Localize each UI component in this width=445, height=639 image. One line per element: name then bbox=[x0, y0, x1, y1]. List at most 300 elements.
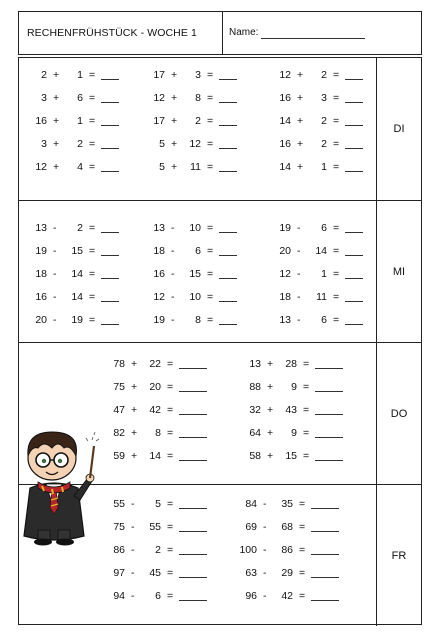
operand-a: 16 bbox=[35, 115, 47, 127]
operator: - bbox=[297, 291, 301, 303]
operator: - bbox=[131, 544, 135, 556]
equals-sign: = bbox=[333, 291, 340, 303]
answer-blank[interactable] bbox=[345, 301, 363, 302]
equals-sign: = bbox=[89, 291, 96, 303]
operand-a: 14 bbox=[279, 161, 291, 173]
answer-blank[interactable] bbox=[179, 600, 207, 601]
operand-b: 42 bbox=[149, 404, 161, 416]
operand-b: 1 bbox=[77, 115, 83, 127]
operator: + bbox=[267, 404, 274, 416]
operand-a: 16 bbox=[153, 268, 165, 280]
math-problem bbox=[31, 137, 131, 151]
operator: - bbox=[53, 222, 57, 234]
math-problem bbox=[109, 357, 209, 371]
operator: - bbox=[263, 521, 267, 533]
equals-sign: = bbox=[167, 404, 174, 416]
math-problem bbox=[241, 589, 341, 603]
answer-blank[interactable] bbox=[219, 324, 237, 325]
equals-sign: = bbox=[89, 161, 96, 173]
equals-sign: = bbox=[89, 92, 96, 104]
equals-sign: = bbox=[167, 450, 174, 462]
equals-sign: = bbox=[303, 427, 310, 439]
operand-b: 2 bbox=[321, 69, 327, 81]
operator: + bbox=[297, 69, 304, 81]
operator: + bbox=[171, 138, 178, 150]
worksheet-title: RECHENFRÜHSTÜCK - WOCHE 1 bbox=[27, 27, 197, 39]
operator: + bbox=[297, 138, 304, 150]
answer-blank[interactable] bbox=[179, 554, 207, 555]
operand-b: 8 bbox=[195, 92, 201, 104]
answer-blank[interactable] bbox=[311, 531, 339, 532]
operand-a: 13 bbox=[279, 314, 291, 326]
answer-blank[interactable] bbox=[101, 79, 119, 80]
operand-a: 17 bbox=[153, 69, 165, 81]
equals-sign: = bbox=[89, 138, 96, 150]
operand-a: 13 bbox=[153, 222, 165, 234]
operand-b: 14 bbox=[315, 245, 327, 257]
operand-a: 97 bbox=[113, 567, 125, 579]
operand-b: 12 bbox=[189, 138, 201, 150]
equals-sign: = bbox=[333, 314, 340, 326]
math-problem bbox=[245, 426, 345, 440]
math-problem bbox=[149, 160, 249, 174]
equals-sign: = bbox=[207, 92, 214, 104]
equals-sign: = bbox=[167, 521, 174, 533]
operand-b: 11 bbox=[316, 291, 327, 303]
answer-blank[interactable] bbox=[179, 531, 207, 532]
operator: - bbox=[297, 245, 301, 257]
operator: - bbox=[263, 544, 267, 556]
operand-a: 12 bbox=[153, 92, 165, 104]
answer-blank[interactable] bbox=[101, 255, 119, 256]
operand-a: 16 bbox=[35, 291, 47, 303]
math-problem bbox=[109, 520, 209, 534]
equals-sign: = bbox=[167, 358, 174, 370]
operator: - bbox=[263, 567, 267, 579]
operator: + bbox=[131, 450, 138, 462]
operator: - bbox=[53, 245, 57, 257]
answer-blank[interactable] bbox=[345, 148, 363, 149]
math-problem bbox=[31, 221, 131, 235]
operand-b: 14 bbox=[71, 291, 83, 303]
math-problem bbox=[31, 68, 131, 82]
answer-blank[interactable] bbox=[345, 171, 363, 172]
operator: + bbox=[131, 404, 138, 416]
operand-a: 3 bbox=[41, 92, 47, 104]
operand-a: 3 bbox=[41, 138, 47, 150]
equals-sign: = bbox=[89, 69, 96, 81]
operand-b: 14 bbox=[149, 450, 161, 462]
math-problem bbox=[109, 426, 209, 440]
operator: + bbox=[131, 381, 138, 393]
operand-b: 10 bbox=[189, 222, 201, 234]
day-section-0 bbox=[19, 58, 421, 200]
operator: - bbox=[263, 498, 267, 510]
answer-blank[interactable] bbox=[345, 79, 363, 80]
operand-b: 45 bbox=[149, 567, 161, 579]
operator: + bbox=[131, 358, 138, 370]
operand-a: 12 bbox=[279, 268, 291, 280]
operand-a: 5 bbox=[159, 161, 165, 173]
answer-blank[interactable] bbox=[219, 255, 237, 256]
operand-b: 2 bbox=[195, 115, 201, 127]
operand-a: 59 bbox=[113, 450, 125, 462]
answer-blank[interactable] bbox=[219, 102, 237, 103]
equals-sign: = bbox=[207, 291, 214, 303]
operand-b: 5 bbox=[155, 498, 161, 510]
operator: - bbox=[297, 268, 301, 280]
equals-sign: = bbox=[207, 161, 214, 173]
math-problem bbox=[109, 566, 209, 580]
equals-sign: = bbox=[299, 567, 306, 579]
math-problem bbox=[275, 290, 375, 304]
answer-blank[interactable] bbox=[101, 102, 119, 103]
equals-sign: = bbox=[207, 268, 214, 280]
day-label-mi: MI bbox=[376, 201, 421, 342]
math-problem bbox=[241, 543, 341, 557]
operand-a: 63 bbox=[245, 567, 257, 579]
answer-blank[interactable] bbox=[101, 324, 119, 325]
answer-blank[interactable] bbox=[179, 508, 207, 509]
operand-b: 28 bbox=[285, 358, 297, 370]
answer-blank[interactable] bbox=[101, 171, 119, 172]
math-problem bbox=[241, 566, 341, 580]
operand-a: 47 bbox=[113, 404, 125, 416]
operand-a: 14 bbox=[279, 115, 291, 127]
operand-a: 84 bbox=[245, 498, 257, 510]
operand-a: 5 bbox=[159, 138, 165, 150]
operand-a: 18 bbox=[35, 268, 47, 280]
operand-b: 86 bbox=[281, 544, 293, 556]
operand-b: 2 bbox=[77, 222, 83, 234]
math-problem bbox=[31, 290, 131, 304]
operator: + bbox=[297, 115, 304, 127]
name-field[interactable] bbox=[261, 38, 365, 39]
answer-blank[interactable] bbox=[219, 171, 237, 172]
operand-b: 8 bbox=[155, 427, 161, 439]
operand-b: 3 bbox=[321, 92, 327, 104]
operator: - bbox=[53, 291, 57, 303]
answer-blank[interactable] bbox=[179, 391, 207, 392]
operand-a: 13 bbox=[35, 222, 47, 234]
math-problem bbox=[109, 380, 209, 394]
operator: + bbox=[267, 358, 274, 370]
equals-sign: = bbox=[299, 498, 306, 510]
name-label: Name: bbox=[229, 27, 259, 38]
answer-blank[interactable] bbox=[101, 232, 119, 233]
answer-blank[interactable] bbox=[219, 278, 237, 279]
answer-blank[interactable] bbox=[179, 368, 207, 369]
operand-a: 16 bbox=[279, 92, 291, 104]
operator: + bbox=[53, 69, 60, 81]
operand-a: 82 bbox=[113, 427, 125, 439]
operand-b: 20 bbox=[149, 381, 161, 393]
operand-b: 3 bbox=[195, 69, 201, 81]
operand-b: 6 bbox=[321, 222, 327, 234]
equals-sign: = bbox=[207, 222, 214, 234]
math-problem bbox=[275, 267, 375, 281]
math-problem bbox=[275, 313, 375, 327]
math-problem bbox=[31, 313, 131, 327]
operand-b: 6 bbox=[77, 92, 83, 104]
operand-b: 8 bbox=[195, 314, 201, 326]
equals-sign: = bbox=[89, 115, 96, 127]
math-problem bbox=[245, 449, 345, 463]
operator: + bbox=[53, 115, 60, 127]
day-label-di: DI bbox=[376, 58, 421, 200]
operand-b: 11 bbox=[190, 161, 201, 173]
answer-blank[interactable] bbox=[315, 368, 343, 369]
answer-blank[interactable] bbox=[101, 278, 119, 279]
equals-sign: = bbox=[167, 498, 174, 510]
operator: - bbox=[53, 268, 57, 280]
math-problem bbox=[241, 520, 341, 534]
math-problem bbox=[149, 91, 249, 105]
math-problem bbox=[149, 114, 249, 128]
equals-sign: = bbox=[167, 567, 174, 579]
equals-sign: = bbox=[333, 245, 340, 257]
math-problem bbox=[241, 497, 341, 511]
answer-blank[interactable] bbox=[315, 414, 343, 415]
operand-a: 86 bbox=[113, 544, 125, 556]
operand-a: 88 bbox=[249, 381, 261, 393]
math-problem bbox=[245, 357, 345, 371]
operator: + bbox=[267, 427, 274, 439]
math-problem bbox=[149, 267, 249, 281]
equals-sign: = bbox=[89, 245, 96, 257]
operand-a: 58 bbox=[249, 450, 261, 462]
equals-sign: = bbox=[303, 450, 310, 462]
answer-blank[interactable] bbox=[315, 460, 343, 461]
answer-blank[interactable] bbox=[311, 554, 339, 555]
math-problem bbox=[149, 244, 249, 258]
header-divider bbox=[222, 12, 223, 54]
equals-sign: = bbox=[167, 427, 174, 439]
math-problem bbox=[109, 403, 209, 417]
answer-blank[interactable] bbox=[315, 437, 343, 438]
equals-sign: = bbox=[333, 138, 340, 150]
equals-sign: = bbox=[207, 69, 214, 81]
worksheet-header bbox=[18, 11, 422, 55]
operator: - bbox=[131, 521, 135, 533]
answer-blank[interactable] bbox=[345, 102, 363, 103]
operand-a: 20 bbox=[35, 314, 47, 326]
operand-b: 1 bbox=[77, 69, 83, 81]
operand-a: 100 bbox=[239, 544, 257, 556]
answer-blank[interactable] bbox=[311, 508, 339, 509]
operand-b: 1 bbox=[321, 268, 327, 280]
math-problem bbox=[109, 543, 209, 557]
equals-sign: = bbox=[167, 590, 174, 602]
operand-b: 43 bbox=[285, 404, 297, 416]
equals-sign: = bbox=[333, 268, 340, 280]
math-problem bbox=[31, 114, 131, 128]
operand-a: 12 bbox=[153, 291, 165, 303]
operand-a: 19 bbox=[153, 314, 165, 326]
operand-b: 9 bbox=[291, 427, 297, 439]
math-problem bbox=[149, 68, 249, 82]
answer-blank[interactable] bbox=[315, 391, 343, 392]
operator: - bbox=[297, 314, 301, 326]
operand-b: 22 bbox=[149, 358, 161, 370]
day-section-1 bbox=[19, 200, 421, 342]
operand-b: 9 bbox=[291, 381, 297, 393]
operand-b: 10 bbox=[189, 291, 201, 303]
answer-blank[interactable] bbox=[219, 148, 237, 149]
operand-a: 12 bbox=[35, 161, 47, 173]
equals-sign: = bbox=[333, 161, 340, 173]
answer-blank[interactable] bbox=[345, 255, 363, 256]
math-problem bbox=[149, 313, 249, 327]
equals-sign: = bbox=[299, 590, 306, 602]
equals-sign: = bbox=[207, 314, 214, 326]
operator: - bbox=[131, 498, 135, 510]
answer-blank[interactable] bbox=[101, 301, 119, 302]
math-problem bbox=[275, 114, 375, 128]
equals-sign: = bbox=[207, 245, 214, 257]
answer-blank[interactable] bbox=[311, 600, 339, 601]
operator: - bbox=[53, 314, 57, 326]
operator: - bbox=[171, 268, 175, 280]
operator: - bbox=[131, 590, 135, 602]
operand-a: 32 bbox=[249, 404, 261, 416]
equals-sign: = bbox=[303, 381, 310, 393]
operand-b: 29 bbox=[281, 567, 293, 579]
answer-blank[interactable] bbox=[311, 577, 339, 578]
math-problem bbox=[149, 137, 249, 151]
equals-sign: = bbox=[89, 268, 96, 280]
operand-a: 12 bbox=[279, 69, 291, 81]
answer-blank[interactable] bbox=[179, 577, 207, 578]
math-problem bbox=[275, 91, 375, 105]
answer-blank[interactable] bbox=[219, 232, 237, 233]
operator: + bbox=[171, 161, 178, 173]
equals-sign: = bbox=[299, 544, 306, 556]
math-problem bbox=[31, 91, 131, 105]
operator: + bbox=[53, 92, 60, 104]
equals-sign: = bbox=[303, 404, 310, 416]
wizard-boy-illustration bbox=[8, 418, 100, 546]
operand-a: 55 bbox=[113, 498, 125, 510]
operand-b: 6 bbox=[321, 314, 327, 326]
operand-a: 94 bbox=[113, 590, 125, 602]
math-problem bbox=[149, 290, 249, 304]
operand-b: 4 bbox=[77, 161, 83, 173]
operand-b: 14 bbox=[71, 268, 83, 280]
operand-b: 68 bbox=[281, 521, 293, 533]
operator: + bbox=[171, 92, 178, 104]
equals-sign: = bbox=[333, 222, 340, 234]
equals-sign: = bbox=[89, 222, 96, 234]
operand-a: 19 bbox=[279, 222, 291, 234]
operator: + bbox=[53, 138, 60, 150]
operator: + bbox=[267, 450, 274, 462]
operand-a: 2 bbox=[41, 69, 47, 81]
math-problem bbox=[109, 449, 209, 463]
math-problem bbox=[275, 160, 375, 174]
equals-sign: = bbox=[333, 115, 340, 127]
math-problem bbox=[109, 589, 209, 603]
operand-a: 20 bbox=[279, 245, 291, 257]
day-label-do: DO bbox=[376, 343, 421, 484]
operand-a: 16 bbox=[279, 138, 291, 150]
operand-a: 75 bbox=[113, 521, 125, 533]
operand-b: 2 bbox=[321, 138, 327, 150]
equals-sign: = bbox=[167, 544, 174, 556]
answer-blank[interactable] bbox=[179, 437, 207, 438]
operand-b: 1 bbox=[321, 161, 327, 173]
operand-b: 19 bbox=[71, 314, 83, 326]
answer-blank[interactable] bbox=[179, 414, 207, 415]
operand-a: 96 bbox=[245, 590, 257, 602]
equals-sign: = bbox=[89, 314, 96, 326]
operator: + bbox=[297, 161, 304, 173]
day-label-fr: FR bbox=[376, 485, 421, 626]
operand-b: 42 bbox=[281, 590, 293, 602]
answer-blank[interactable] bbox=[345, 278, 363, 279]
equals-sign: = bbox=[299, 521, 306, 533]
math-problem bbox=[275, 244, 375, 258]
equals-sign: = bbox=[207, 138, 214, 150]
operand-a: 13 bbox=[249, 358, 261, 370]
answer-blank[interactable] bbox=[219, 79, 237, 80]
operator: - bbox=[171, 222, 175, 234]
math-problem bbox=[275, 68, 375, 82]
answer-blank[interactable] bbox=[345, 125, 363, 126]
operand-a: 64 bbox=[249, 427, 261, 439]
math-problem bbox=[275, 221, 375, 235]
operator: + bbox=[267, 381, 274, 393]
operator: - bbox=[263, 590, 267, 602]
operand-b: 6 bbox=[195, 245, 201, 257]
operand-b: 6 bbox=[155, 590, 161, 602]
operand-b: 15 bbox=[189, 268, 201, 280]
answer-blank[interactable] bbox=[179, 460, 207, 461]
operator: - bbox=[171, 314, 175, 326]
equals-sign: = bbox=[207, 115, 214, 127]
operand-a: 18 bbox=[153, 245, 165, 257]
math-problem bbox=[245, 403, 345, 417]
math-problem bbox=[275, 137, 375, 151]
operator: + bbox=[53, 161, 60, 173]
operator: - bbox=[171, 245, 175, 257]
operator: + bbox=[131, 427, 138, 439]
operator: + bbox=[171, 69, 178, 81]
answer-blank[interactable] bbox=[345, 232, 363, 233]
operator: + bbox=[171, 115, 178, 127]
operand-b: 15 bbox=[71, 245, 83, 257]
operand-b: 15 bbox=[285, 450, 297, 462]
equals-sign: = bbox=[167, 381, 174, 393]
answer-blank[interactable] bbox=[219, 125, 237, 126]
operator: - bbox=[171, 291, 175, 303]
operand-a: 17 bbox=[153, 115, 165, 127]
operand-a: 19 bbox=[35, 245, 47, 257]
operand-b: 35 bbox=[281, 498, 293, 510]
answer-blank[interactable] bbox=[101, 125, 119, 126]
answer-blank[interactable] bbox=[219, 301, 237, 302]
operand-a: 69 bbox=[245, 521, 257, 533]
math-problem bbox=[245, 380, 345, 394]
operand-b: 2 bbox=[77, 138, 83, 150]
math-problem bbox=[109, 497, 209, 511]
operand-a: 18 bbox=[279, 291, 291, 303]
operand-b: 55 bbox=[149, 521, 161, 533]
math-problem bbox=[31, 244, 131, 258]
answer-blank[interactable] bbox=[101, 148, 119, 149]
answer-blank[interactable] bbox=[345, 324, 363, 325]
equals-sign: = bbox=[333, 69, 340, 81]
